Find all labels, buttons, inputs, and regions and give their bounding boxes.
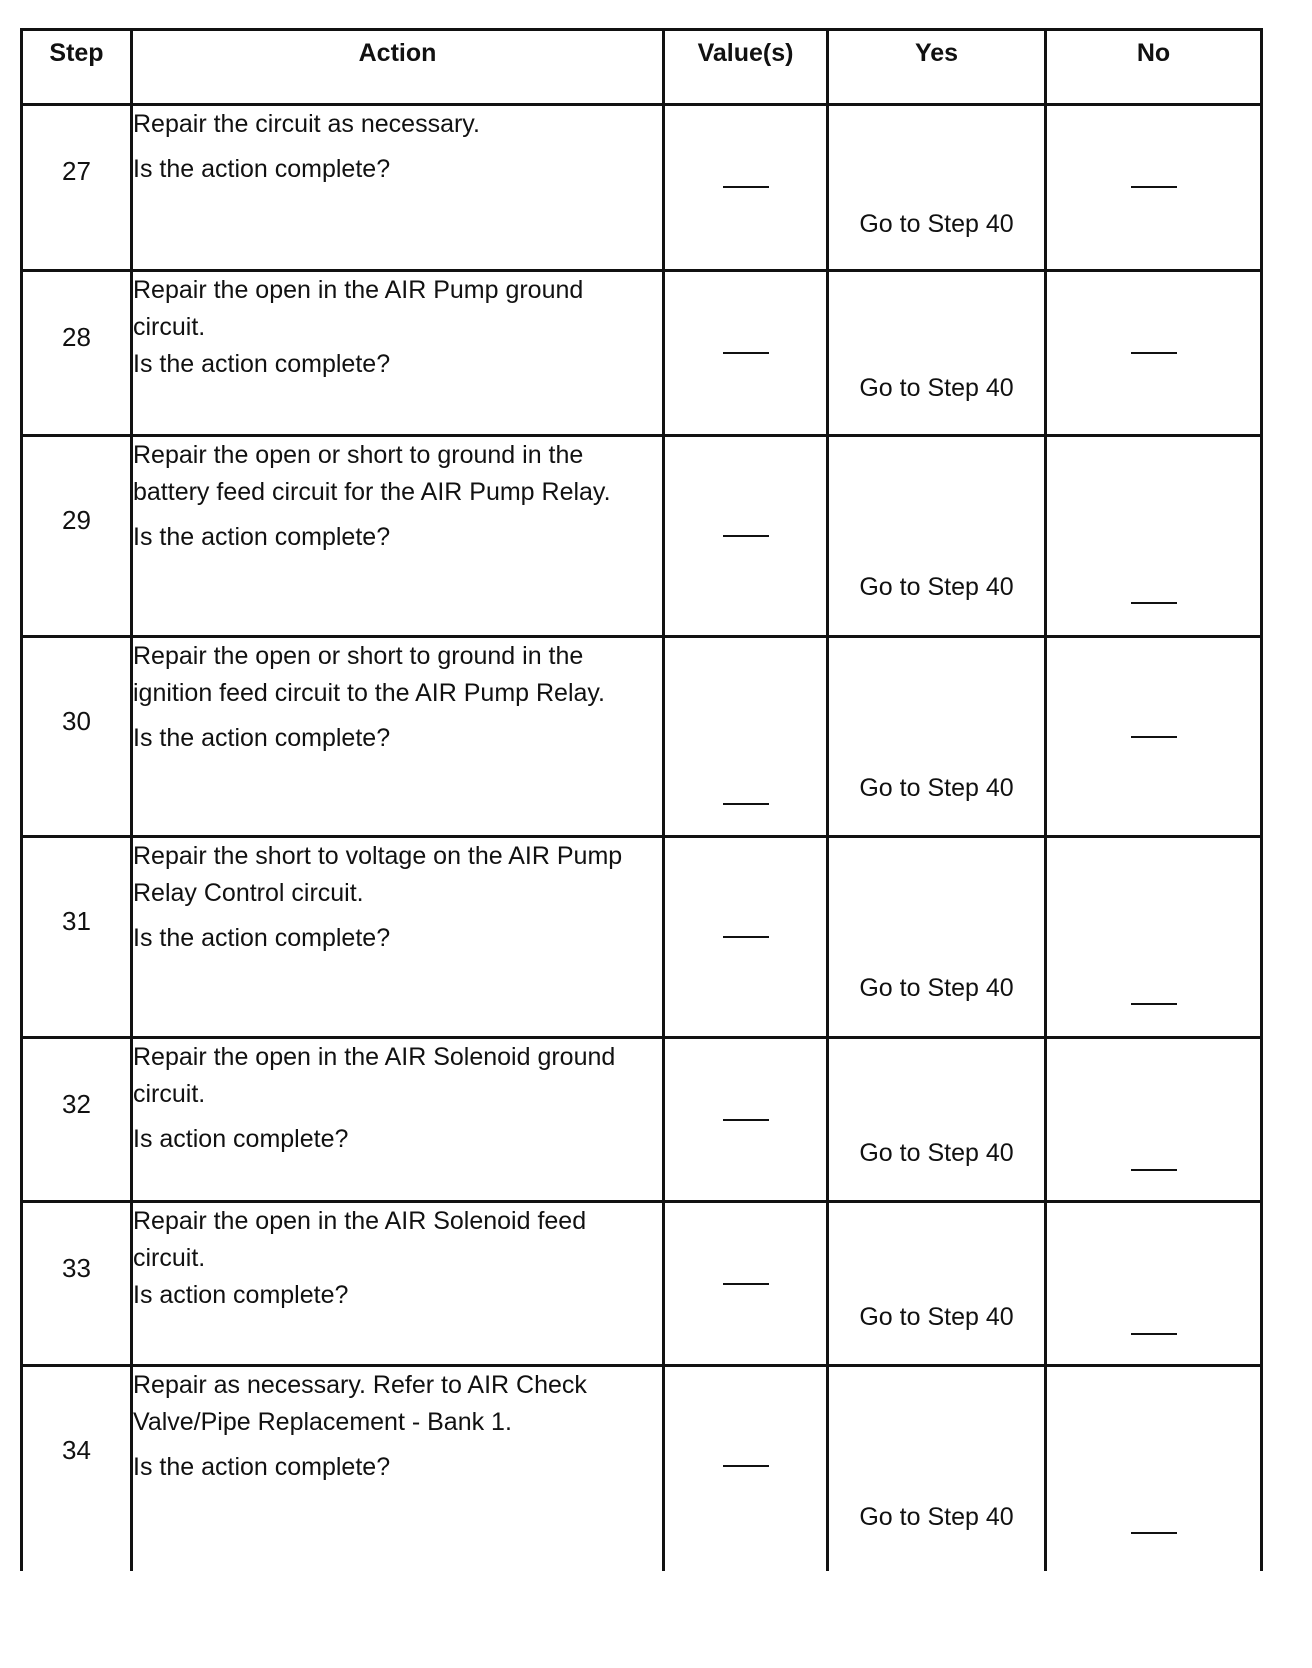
step-number-cell: [22, 271, 132, 436]
step-number-cell: [22, 436, 132, 637]
action-text: Repair the open or short to ground in the ignition feed circuit to the AIR Pump Relay.: [133, 642, 605, 707]
no-cell: [1046, 1202, 1262, 1366]
action-text: Repair the open in the AIR Solenoid feed circuit.: [133, 1207, 587, 1272]
header-step: Step: [22, 30, 132, 105]
action-cell: [132, 436, 664, 637]
value-cell: [664, 1366, 828, 1571]
yes-goto-text: Go to Step 40: [859, 1303, 1014, 1331]
no-dash: [1131, 1532, 1177, 1534]
action-cell: [132, 837, 664, 1038]
no-dash: [1131, 736, 1177, 738]
value-cell: [664, 271, 828, 436]
yes-cell: [828, 1038, 1046, 1202]
action-cell: [132, 271, 664, 436]
action-text: Repair the open in the AIR Pump ground circuit.: [133, 276, 584, 341]
action-text: Repair the open in the AIR Solenoid ground circuit.: [133, 1043, 616, 1108]
value-cell: [664, 837, 828, 1038]
action-cell: [132, 1366, 664, 1571]
value-dash: [723, 936, 769, 938]
header-values: Value(s): [664, 30, 828, 105]
table-row: [22, 436, 1262, 637]
no-dash: [1131, 186, 1177, 188]
table-row: [22, 637, 1262, 837]
table-row: [22, 105, 1262, 271]
yes-goto-text: Go to Step 40: [859, 210, 1014, 238]
step-number: 30: [62, 706, 91, 736]
step-number: 28: [62, 322, 91, 352]
header-no: No: [1046, 30, 1262, 105]
value-cell: [664, 637, 828, 837]
value-cell: [664, 105, 828, 271]
step-number: 32: [62, 1089, 91, 1119]
action-question: Is the action complete?: [133, 1453, 391, 1481]
step-number: 27: [62, 156, 91, 186]
no-cell: [1046, 637, 1262, 837]
value-cell: [664, 1038, 828, 1202]
value-cell: [664, 1202, 828, 1366]
yes-goto-text: Go to Step 40: [859, 374, 1014, 402]
value-dash: [723, 803, 769, 805]
table-row: [22, 1202, 1262, 1366]
no-cell: [1046, 837, 1262, 1038]
no-cell: [1046, 1038, 1262, 1202]
table-row: [22, 271, 1262, 436]
table-row: [22, 1038, 1262, 1202]
yes-goto-text: Go to Step 40: [859, 774, 1014, 802]
action-cell: [132, 105, 664, 271]
table-row: [22, 1366, 1262, 1571]
header-row: [22, 30, 1262, 105]
no-dash: [1131, 1169, 1177, 1171]
step-number: 33: [62, 1253, 91, 1283]
yes-cell: [828, 1202, 1046, 1366]
action-question: Is the action complete?: [133, 523, 391, 551]
action-cell: [132, 1202, 664, 1366]
step-number: 34: [62, 1435, 91, 1465]
value-dash: [723, 352, 769, 354]
action-text: Repair the short to voltage on the AIR Pump Relay Control circuit.: [133, 842, 623, 907]
header-yes: Yes: [828, 30, 1046, 105]
yes-cell: [828, 1366, 1046, 1571]
step-number: 29: [62, 505, 91, 535]
yes-cell: [828, 271, 1046, 436]
yes-goto-text: Go to Step 40: [859, 974, 1014, 1002]
action-cell: [132, 1038, 664, 1202]
value-dash: [723, 1283, 769, 1285]
action-question: Is action complete?: [133, 1281, 349, 1309]
yes-goto-text: Go to Step 40: [859, 1503, 1014, 1531]
yes-goto-text: Go to Step 40: [859, 573, 1014, 601]
step-number-cell: [22, 837, 132, 1038]
step-number: 31: [62, 906, 91, 936]
value-dash: [723, 1465, 769, 1467]
action-text: Repair as necessary. Refer to AIR Check Valve/Pipe Replacement - Bank 1.: [133, 1371, 587, 1436]
action-text: Repair the open or short to ground in the battery feed circuit for the AIR Pump Relay.: [133, 441, 611, 506]
no-dash: [1131, 1003, 1177, 1005]
step-number-cell: [22, 1202, 132, 1366]
no-dash: [1131, 602, 1177, 604]
yes-cell: [828, 105, 1046, 271]
yes-cell: [828, 436, 1046, 637]
no-dash: [1131, 352, 1177, 354]
yes-goto-text: Go to Step 40: [859, 1139, 1014, 1167]
action-question: Is the action complete?: [133, 155, 391, 183]
no-cell: [1046, 1366, 1262, 1571]
value-dash: [723, 1119, 769, 1121]
step-number-cell: [22, 105, 132, 271]
no-cell: [1046, 436, 1262, 637]
yes-cell: [828, 637, 1046, 837]
diagnostic-steps-table: [20, 28, 1263, 1571]
no-dash: [1131, 1333, 1177, 1335]
table-row: [22, 837, 1262, 1038]
action-cell: [132, 637, 664, 837]
header-action: Action: [132, 30, 664, 105]
action-question: Is the action complete?: [133, 724, 391, 752]
no-cell: [1046, 271, 1262, 436]
yes-cell: [828, 837, 1046, 1038]
step-number-cell: [22, 1038, 132, 1202]
step-number-cell: [22, 637, 132, 837]
value-cell: [664, 436, 828, 637]
action-question: Is action complete?: [133, 1125, 349, 1153]
value-dash: [723, 186, 769, 188]
step-number-cell: [22, 1366, 132, 1571]
no-cell: [1046, 105, 1262, 271]
action-question: Is the action complete?: [133, 924, 391, 952]
value-dash: [723, 535, 769, 537]
action-text: Repair the circuit as necessary.: [133, 110, 480, 138]
action-question: Is the action complete?: [133, 350, 391, 378]
